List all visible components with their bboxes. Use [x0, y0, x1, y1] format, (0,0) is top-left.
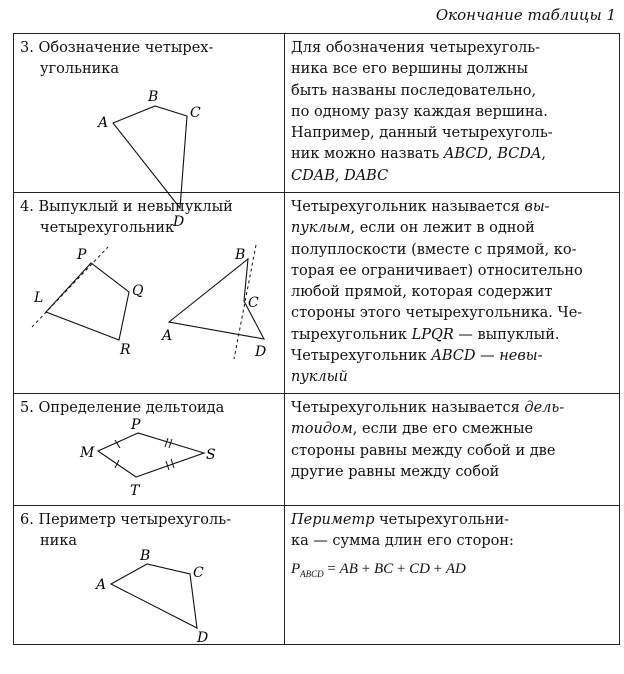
vertex-label-b: B	[140, 548, 151, 564]
table-row	[14, 506, 620, 645]
separator: ,	[541, 146, 546, 163]
text-line: тырехугольник	[291, 326, 412, 343]
vertex-label-b: B	[235, 247, 246, 263]
text-line: торая ее ограничивает) относительно	[291, 262, 583, 279]
text-line: по одному разу каждая вершина.	[291, 103, 548, 120]
vertex-label-p: P	[131, 417, 141, 433]
table-row	[14, 193, 620, 394]
formula-operator: +	[429, 560, 446, 577]
quadrilateral-lpqr	[46, 263, 129, 340]
text-line: , если он лежит в одной	[350, 220, 535, 237]
row-title-cell	[14, 506, 285, 645]
text-line: ка — сумма длин его сторон:	[291, 533, 514, 550]
perimeter-figure	[14, 548, 282, 646]
example-name: LPQR	[411, 326, 454, 343]
row-number: 4.	[20, 199, 34, 215]
text-line: быть названы последовательно,	[291, 82, 537, 99]
row-title: Периметр четырехуголь-	[38, 512, 232, 528]
row-text-cell	[285, 193, 620, 394]
vertex-label-l: L	[34, 290, 44, 306]
text-line: другие равны между собой	[291, 463, 500, 480]
formula-term: AD	[445, 560, 466, 577]
text-line: любой прямой, которая содержит	[291, 284, 553, 301]
vertex-label-c: C	[190, 105, 201, 121]
formula-subscript: ABCD	[300, 568, 324, 579]
row-text-cell	[285, 394, 620, 506]
table-row	[14, 34, 620, 193]
row-number: 3.	[20, 40, 34, 56]
formula-term: AB	[339, 560, 358, 577]
row-number: 6.	[20, 512, 34, 528]
row-title: четырехугольник	[40, 220, 175, 236]
table-row	[14, 394, 620, 506]
vertex-label-q: Q	[132, 283, 144, 299]
vertex-label-s: S	[206, 447, 216, 463]
vertex-label-r: R	[120, 342, 131, 358]
example-name: ABCD	[431, 348, 476, 365]
theory-table	[13, 33, 620, 645]
text-line: Для обозначения четырехуголь-	[291, 40, 541, 56]
row-number: 5.	[20, 400, 34, 416]
row-title: угольника	[40, 61, 119, 77]
vertex-label-a: A	[98, 115, 109, 131]
term: невы-	[499, 348, 543, 365]
example-name: ABCD	[443, 146, 489, 163]
perimeter-formula	[291, 559, 613, 585]
row-title-cell	[14, 193, 285, 394]
vertex-label-d: D	[173, 214, 185, 230]
text-line: —	[475, 348, 500, 365]
term: тоидом	[291, 421, 353, 438]
row-title-cell	[14, 394, 285, 506]
formula-operator: =	[323, 560, 340, 577]
text-line: Четырехугольник называется	[291, 199, 525, 215]
term: пуклым	[291, 220, 351, 237]
text-line: ника все его вершины должны	[291, 61, 529, 78]
term: дель-	[524, 400, 565, 416]
text-line: полуплоскости (вместе с прямой, ко-	[291, 241, 577, 258]
equal-tick	[115, 460, 119, 468]
formula-operator: +	[393, 560, 410, 577]
example-name: DABC	[344, 167, 389, 184]
row-title: Выпуклый и невыпуклый	[38, 199, 233, 215]
row-title: Определение дельтоида	[38, 400, 225, 416]
term: Периметр	[291, 512, 375, 528]
vertex-label-a: A	[96, 577, 107, 593]
separator: ,	[488, 146, 493, 163]
text-line: Четырехугольник называется	[291, 400, 525, 416]
vertex-label-d: D	[197, 630, 209, 646]
text-line: четырехугольни-	[374, 512, 510, 528]
row-title: ника	[40, 533, 78, 549]
formula-operator: +	[357, 560, 374, 577]
quadrilateral-abcd	[111, 564, 197, 628]
vertex-label-c: C	[248, 295, 259, 311]
vertex-label-a: A	[162, 328, 173, 344]
formula-term: CD	[409, 560, 430, 577]
vertex-label-d: D	[255, 344, 267, 360]
example-name: CDAB	[291, 167, 335, 184]
vertex-label-p: P	[77, 247, 87, 263]
text-line: ник можно назвать	[291, 146, 444, 163]
text-line: Например, данный четырехуголь-	[291, 125, 553, 142]
formula-term: BC	[373, 560, 394, 577]
text-line: — выпуклый.	[453, 326, 560, 343]
deltoid-mpst	[98, 433, 204, 477]
term: пуклый	[291, 369, 348, 386]
separator: ,	[334, 167, 340, 184]
table-caption: Окончание таблицы 1	[435, 6, 616, 24]
row-title: Обозначение четырех-	[38, 40, 214, 56]
example-name: BCDA	[497, 146, 542, 163]
formula-symbol: P	[291, 560, 301, 577]
text-line: Четырехугольник	[291, 348, 432, 365]
term: вы-	[524, 199, 550, 215]
row-text-cell	[285, 34, 620, 193]
deltoid-figure	[14, 419, 282, 503]
vertex-label-m: M	[80, 445, 95, 461]
vertex-label-b: B	[148, 89, 159, 105]
text-line: стороны этого четырехугольника. Че-	[291, 305, 583, 322]
vertex-label-t: T	[130, 483, 140, 499]
support-line	[32, 247, 108, 327]
text-line: , если две его смежные	[352, 421, 534, 438]
convex-nonconvex-figure	[14, 239, 282, 369]
text-line: стороны равны между собой и две	[291, 442, 556, 459]
row-text-cell	[285, 506, 620, 645]
vertex-label-c: C	[193, 565, 204, 581]
